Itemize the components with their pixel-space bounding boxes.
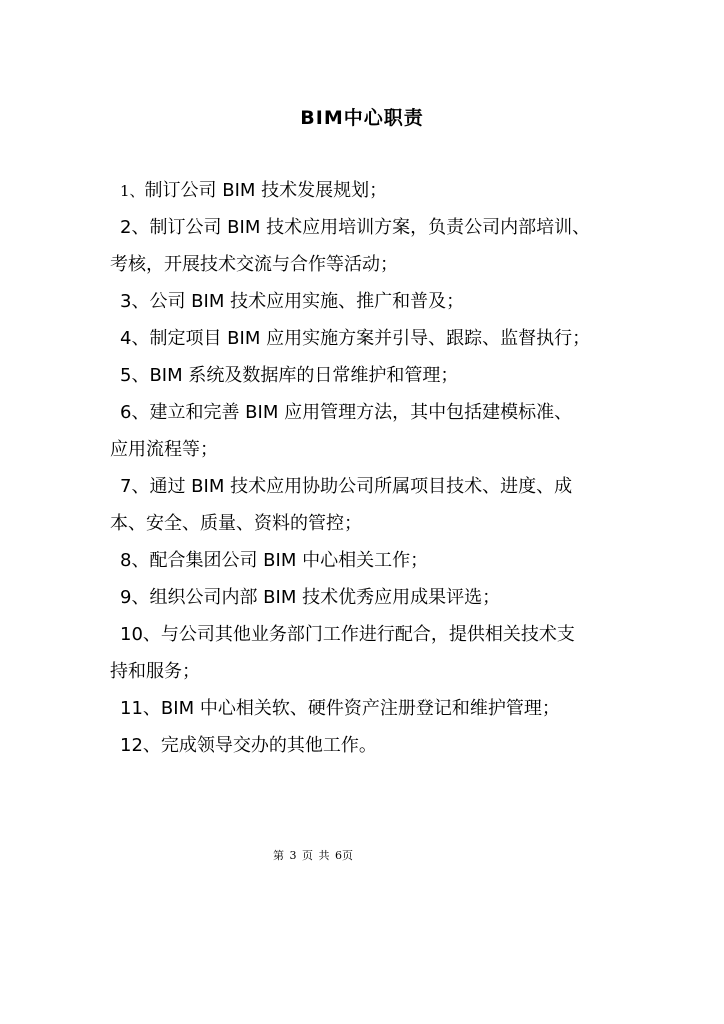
list-item <box>110 730 630 761</box>
list-item <box>110 323 630 354</box>
item-text: 与公司其他业务部门工作进行配合，提供相关技术支 <box>160 624 575 645</box>
item-line <box>110 323 630 354</box>
item-number: 8、 <box>120 550 150 571</box>
list-item <box>110 582 630 613</box>
list-item <box>110 693 630 724</box>
item-text: 通过 BIM 技术应用协助公司所属项目技术、进度、成 <box>149 476 573 497</box>
item-number: 4、 <box>120 328 150 349</box>
list-item <box>110 397 630 465</box>
item-line-continued: 持和服务； <box>110 661 200 682</box>
item-number: 3、 <box>120 291 150 312</box>
item-line-continued: 本、安全、质量、资料的管控； <box>110 513 362 534</box>
item-line <box>110 286 630 317</box>
item-line <box>110 545 630 576</box>
item-number: 9、 <box>120 587 150 608</box>
item-text: BIM 系统及数据库的日常维护和管理； <box>149 365 459 386</box>
item-number: 11、 <box>120 698 161 719</box>
item-text: 配合集团公司 BIM 中心相关工作； <box>149 550 429 571</box>
page-title: BIM中心职责 <box>300 107 424 129</box>
item-text: 制订公司 BIM 技术发展规划； <box>144 180 388 201</box>
item-number: 10、 <box>120 624 161 645</box>
item-text: 制定项目 BIM 应用实施方案并引导、跟踪、监督执行； <box>149 328 591 349</box>
item-line <box>110 693 630 724</box>
item-text: 建立和完善 BIM 应用管理方法，其中包括建模标准、 <box>149 402 573 423</box>
item-number: 2、 <box>120 217 150 238</box>
item-text: 完成领导交办的其他工作。 <box>160 735 377 756</box>
item-text: BIM 中心相关软、硬件资产注册登记和维护管理； <box>160 698 560 719</box>
item-number: 12、 <box>120 735 161 756</box>
item-line <box>110 360 630 391</box>
page-footer: 第 3 页 共 6页 <box>273 849 353 862</box>
item-number: 6、 <box>120 402 150 423</box>
item-line <box>110 175 630 206</box>
list-item <box>110 212 630 280</box>
item-line <box>110 212 630 243</box>
duty-list <box>110 175 630 767</box>
item-text: 制订公司 BIM 技术应用培训方案，负责公司内部培训、 <box>149 217 591 238</box>
item-line <box>110 397 630 428</box>
item-text: 公司 BIM 技术应用实施、推广和普及； <box>149 291 465 312</box>
item-text: 组织公司内部 BIM 技术优秀应用成果评选； <box>149 587 501 608</box>
list-item <box>110 545 630 576</box>
list-item <box>110 175 630 206</box>
list-item <box>110 286 630 317</box>
item-number: 1、 <box>120 182 145 200</box>
item-line-continued: 考核，开展技术交流与合作等活动； <box>110 254 398 275</box>
item-number: 7、 <box>120 476 150 497</box>
item-line <box>110 582 630 613</box>
item-number: 5、 <box>120 365 150 386</box>
item-line <box>110 471 630 502</box>
list-item <box>110 619 630 687</box>
item-line-continued: 应用流程等； <box>110 439 218 460</box>
list-item <box>110 471 630 539</box>
item-line <box>110 619 630 650</box>
list-item <box>110 360 630 391</box>
item-line <box>110 730 630 761</box>
